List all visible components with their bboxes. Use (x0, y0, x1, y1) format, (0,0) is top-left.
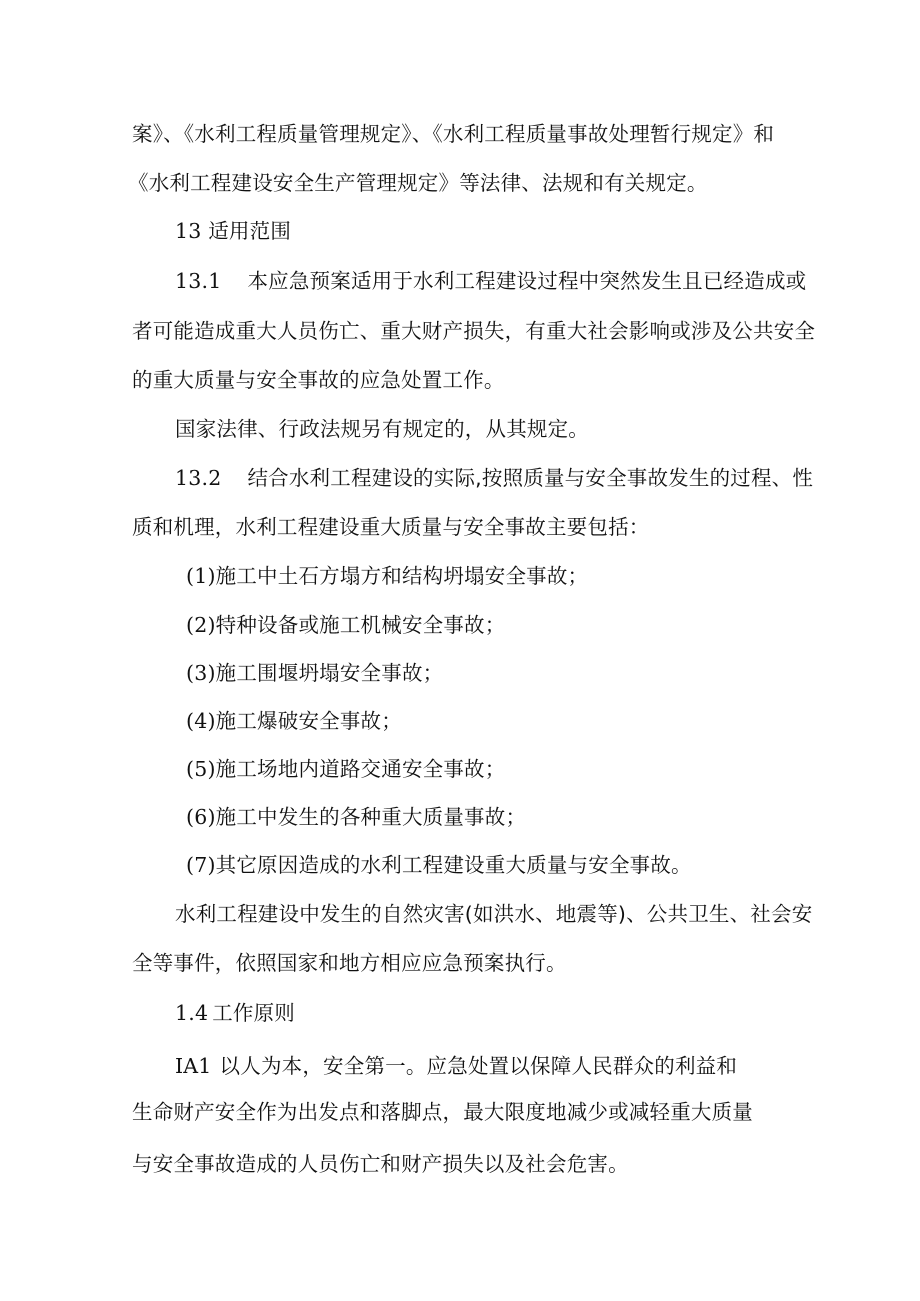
section-number: 1.4 (175, 1001, 209, 1025)
section-title: 适用范围 (208, 219, 292, 243)
principle-line-1 (175, 1052, 737, 1080)
list-item (186, 851, 692, 879)
clause-text: 本应急预案适用于水利工程建设过程中突然发生且已经造成或 (247, 269, 807, 293)
clause-text: 结合水利工程建设的实际,按照质量与安全事故发生的过程、性 (247, 466, 814, 490)
list-item-number: (5) (186, 757, 216, 781)
nature-line-1: 水利工程建设中发生的自然灾害(如洪水、地震等)、公共卫生、社会安 (175, 902, 813, 926)
list-item (186, 562, 588, 590)
principle-number: IA1 (175, 1054, 212, 1078)
list-item-number: (4) (186, 709, 216, 733)
list-item-text: 施工中土石方塌方和结构坍塌安全事故； (215, 564, 589, 588)
clause-13-2-line-1 (175, 464, 813, 492)
list-item-text: 施工围堰坍塌安全事故； (215, 661, 444, 685)
list-item-text: 施工爆破安全事故； (215, 709, 402, 733)
list-item-text: 其它原因造成的水利工程建设重大质量与安全事故。 (215, 853, 692, 877)
principle-line-2: 生命财产安全作为出发点和落脚点，最大限度地减少或减轻重大质量 (132, 1100, 753, 1124)
clause-13-2-line-2: 质和机理，水利工程建设重大质量与安全事故主要包括： (132, 515, 650, 539)
list-item-number: (2) (186, 613, 216, 637)
list-item-text: 施工中发生的各种重大质量事故； (215, 805, 527, 829)
list-item (186, 755, 505, 783)
section-heading-13 (175, 217, 291, 245)
list-item-text: 特种设备或施工机械安全事故； (215, 613, 506, 637)
nature-line-2: 全等事件，依照国家和地方相应应急预案执行。 (132, 951, 567, 975)
clause-number: 13.1 (175, 269, 222, 293)
intro-line-2: 《水利工程建设安全生产管理规定》等法律、法规和有关规定。 (128, 171, 708, 195)
list-item-number: (3) (186, 661, 216, 685)
principle-text: 以人为本，安全第一。应急处置以保障人民群众的利益和 (219, 1054, 738, 1078)
intro-line-1: 案》、《水利工程质量管理规定》、《水利工程质量事故处理暂行规定》和 (132, 122, 775, 146)
clause-number: 13.2 (175, 466, 222, 490)
law-note: 国家法律、行政法规另有规定的，从其规定。 (175, 417, 589, 441)
clause-13-1-line-3: 的重大质量与安全事故的应急处置工作。 (132, 368, 505, 392)
section-title: 工作原则 (212, 1001, 296, 1025)
section-number: 13 (175, 219, 202, 243)
list-item (186, 707, 402, 735)
section-heading-1-4 (175, 999, 295, 1027)
list-item (186, 659, 443, 687)
list-item (186, 803, 526, 831)
list-item (186, 611, 505, 639)
list-item-text: 施工场地内道路交通安全事故； (215, 757, 506, 781)
list-item-number: (6) (186, 805, 216, 829)
clause-13-1-line-2: 者可能造成重大人员伤亡、重大财产损失，有重大社会影响或涉及公共安全 (132, 319, 816, 343)
list-item-number: (1) (186, 564, 216, 588)
clause-13-1-line-1 (175, 267, 806, 295)
list-item-number: (7) (186, 853, 216, 877)
principle-line-3: 与安全事故造成的人员伤亡和财产损失以及社会危害。 (132, 1152, 629, 1176)
